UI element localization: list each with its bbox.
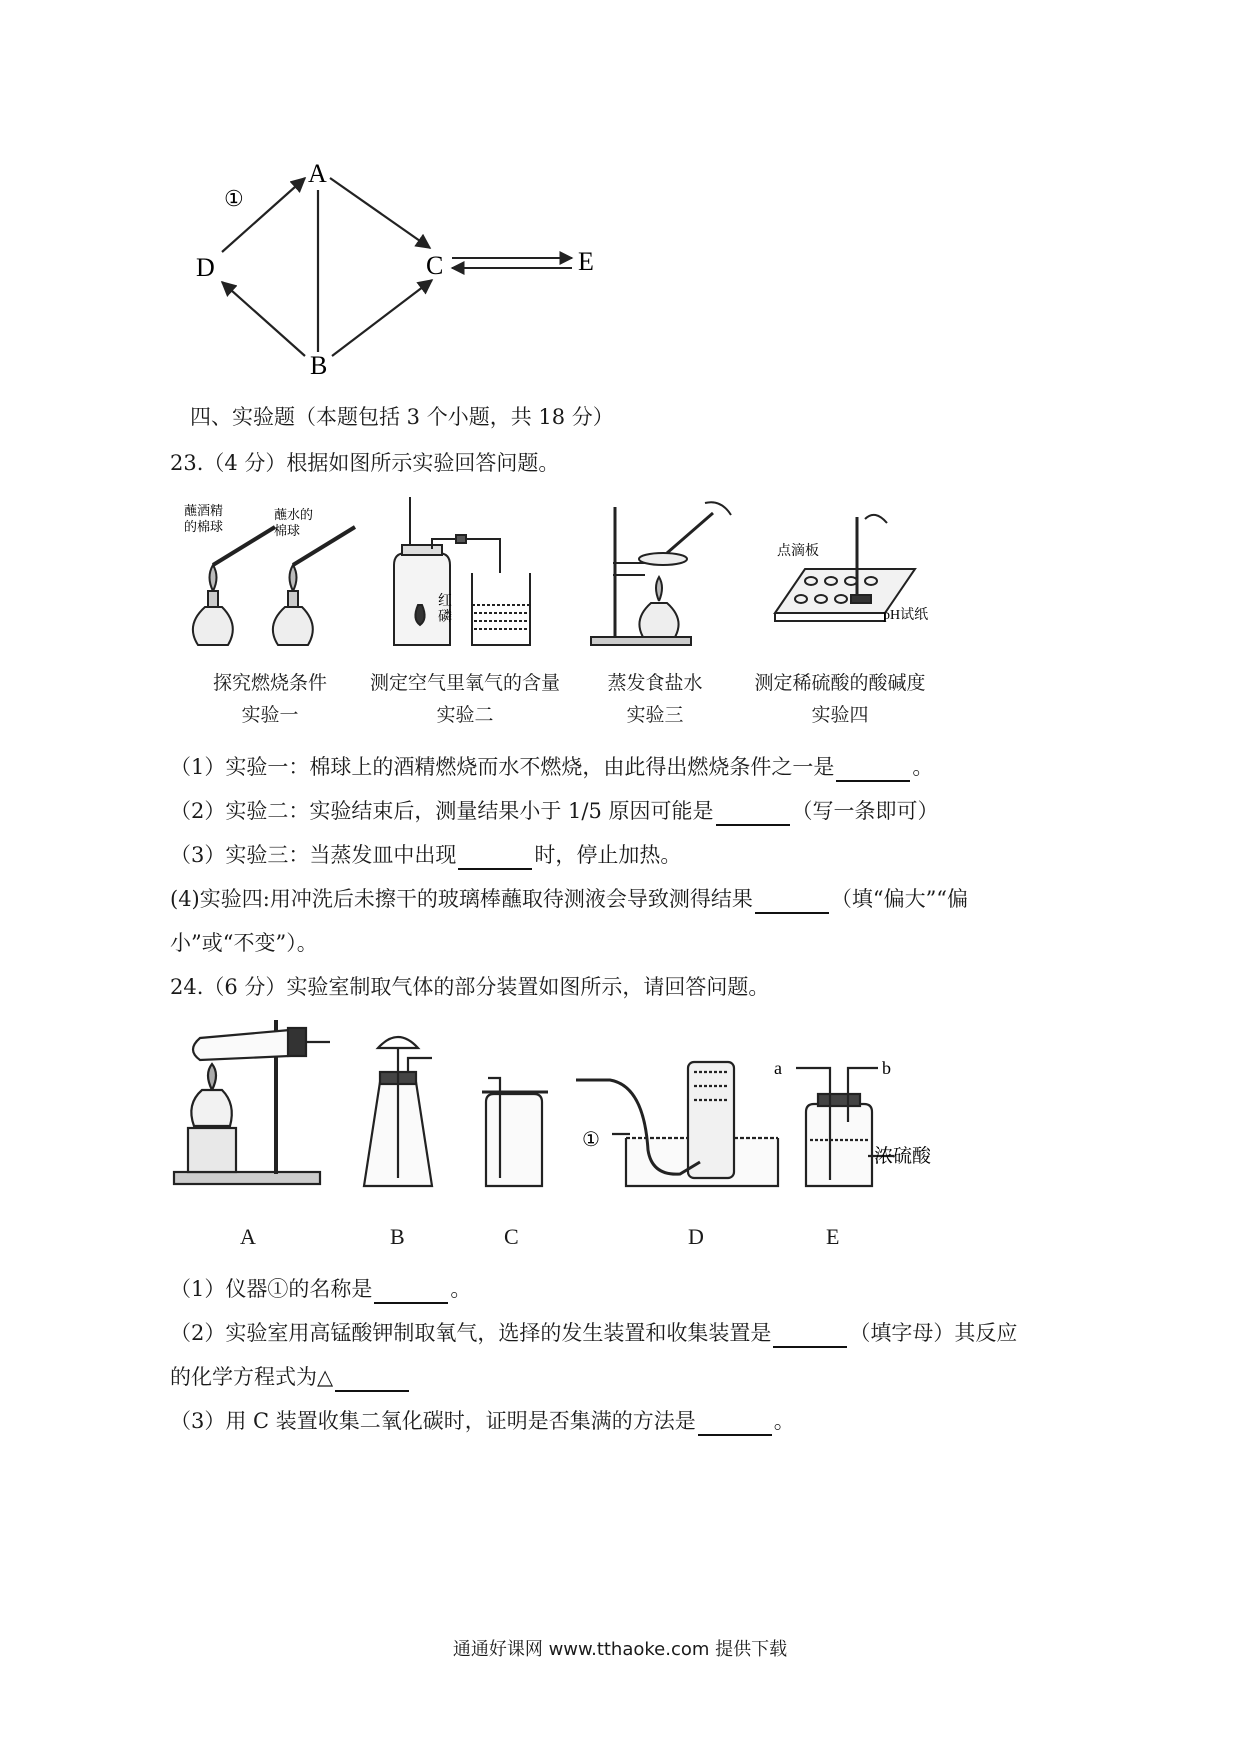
q23-stem: 23.（4 分）根据如图所示实验回答问题。 — [170, 451, 560, 475]
exp3-caption: 蒸发食盐水 — [607, 672, 703, 694]
q23-sub2-blank[interactable] — [716, 802, 790, 826]
q24-sub3-blank[interactable] — [698, 1412, 772, 1436]
edge-a-c — [330, 178, 430, 248]
edge-marker: ① — [224, 186, 244, 211]
apparatus-label-e: E — [826, 1224, 840, 1249]
exp1-caption: 探究燃烧条件 — [212, 672, 327, 694]
exp2-caption: 测定空气里氧气的含量 — [369, 672, 560, 694]
q24-sub2-blank[interactable] — [773, 1324, 847, 1348]
exp4-label-paper: pH试纸 — [883, 608, 929, 623]
q24-sub2-cont: 的化学方程式为△ — [170, 1362, 411, 1392]
q24-sub2-equation-blank[interactable] — [335, 1368, 409, 1392]
q24-sub2: （2）实验室用高锰酸钾制取氧气，选择的发生装置和收集装置是 （填字母）其反应 — [170, 1318, 1017, 1348]
d-marker: ① — [582, 1129, 600, 1151]
exp3-figure — [585, 495, 745, 655]
footer-source: 通通好课网 www.tthaoke.com 提供下载 — [452, 1639, 788, 1660]
exp1-figure — [180, 495, 360, 655]
q23-sub4-blank[interactable] — [755, 890, 829, 914]
exp2-figure — [380, 495, 560, 655]
reaction-diagram — [196, 159, 620, 420]
q23-sub3: （3）实验三：当蒸发皿中出现 时，停止加热。 — [170, 840, 681, 870]
e-label-a: a — [774, 1058, 782, 1078]
exp2-name: 实验二 — [436, 704, 494, 726]
edge-b-c — [332, 280, 432, 356]
exp4-figure — [765, 495, 965, 655]
q23-sub3-blank[interactable] — [458, 846, 532, 870]
exp4-name: 实验四 — [811, 704, 869, 726]
apparatus-label-d: D — [688, 1224, 704, 1249]
q24-sub1-blank[interactable] — [374, 1280, 448, 1304]
node-c: C — [426, 251, 444, 280]
exp2-label: 红 — [438, 594, 452, 609]
exp1-name: 实验一 — [241, 704, 299, 726]
q24-stem: 24.（6 分）实验室制取气体的部分装置如图所示，请回答问题。 — [170, 975, 770, 999]
q24-apparatus — [170, 1010, 950, 1220]
exp2-label2: 磷 — [438, 610, 452, 625]
edge-b-d — [222, 282, 305, 356]
q24-sub1: （1）仪器①的名称是 。 — [170, 1274, 471, 1304]
exp4-caption: 测定稀硫酸的酸碱度 — [754, 672, 926, 694]
apparatus-label-c: C — [504, 1224, 519, 1249]
exp1-label-a: 蘸酒精 — [184, 503, 224, 518]
apparatus-label-a: A — [240, 1224, 256, 1249]
q23-sub1-blank[interactable] — [836, 758, 910, 782]
q23-sub2: （2）实验二：实验结束后，测量结果小于 1/5 原因可能是 （写一条即可） — [170, 796, 939, 826]
section-title: 四、实验题（本题包括 3 个小题，共 18 分） — [190, 405, 614, 429]
exp1-label-b: 蘸水的 — [274, 507, 314, 522]
exp1-label-b2: 棉球 — [274, 523, 301, 538]
q24-sub3: （3）用 C 装置收集二氧化碳时，证明是否集满的方法是 。 — [170, 1406, 795, 1436]
q23-sub4: (4)实验四:用冲洗后未擦干的玻璃棒蘸取待测液会导致测得结果 （填“偏大”“偏 — [170, 884, 968, 914]
node-a: A — [308, 159, 327, 188]
node-d: D — [196, 253, 215, 282]
exp3-name: 实验三 — [626, 704, 684, 726]
e-label-b: b — [882, 1058, 891, 1078]
node-b: B — [310, 351, 328, 380]
node-e: E — [578, 247, 594, 276]
q23-sub1: （1）实验一：棉球上的酒精燃烧而水不燃烧，由此得出燃烧条件之一是 。 — [170, 752, 933, 782]
q23-sub4-cont: 小”或“不变”）。 — [170, 931, 318, 955]
exp4-label-plate: 点滴板 — [777, 544, 819, 559]
e-label-acid: 浓硫酸 — [874, 1146, 932, 1167]
exp1-label-a2: 的棉球 — [184, 519, 224, 534]
apparatus-label-b: B — [390, 1224, 405, 1249]
